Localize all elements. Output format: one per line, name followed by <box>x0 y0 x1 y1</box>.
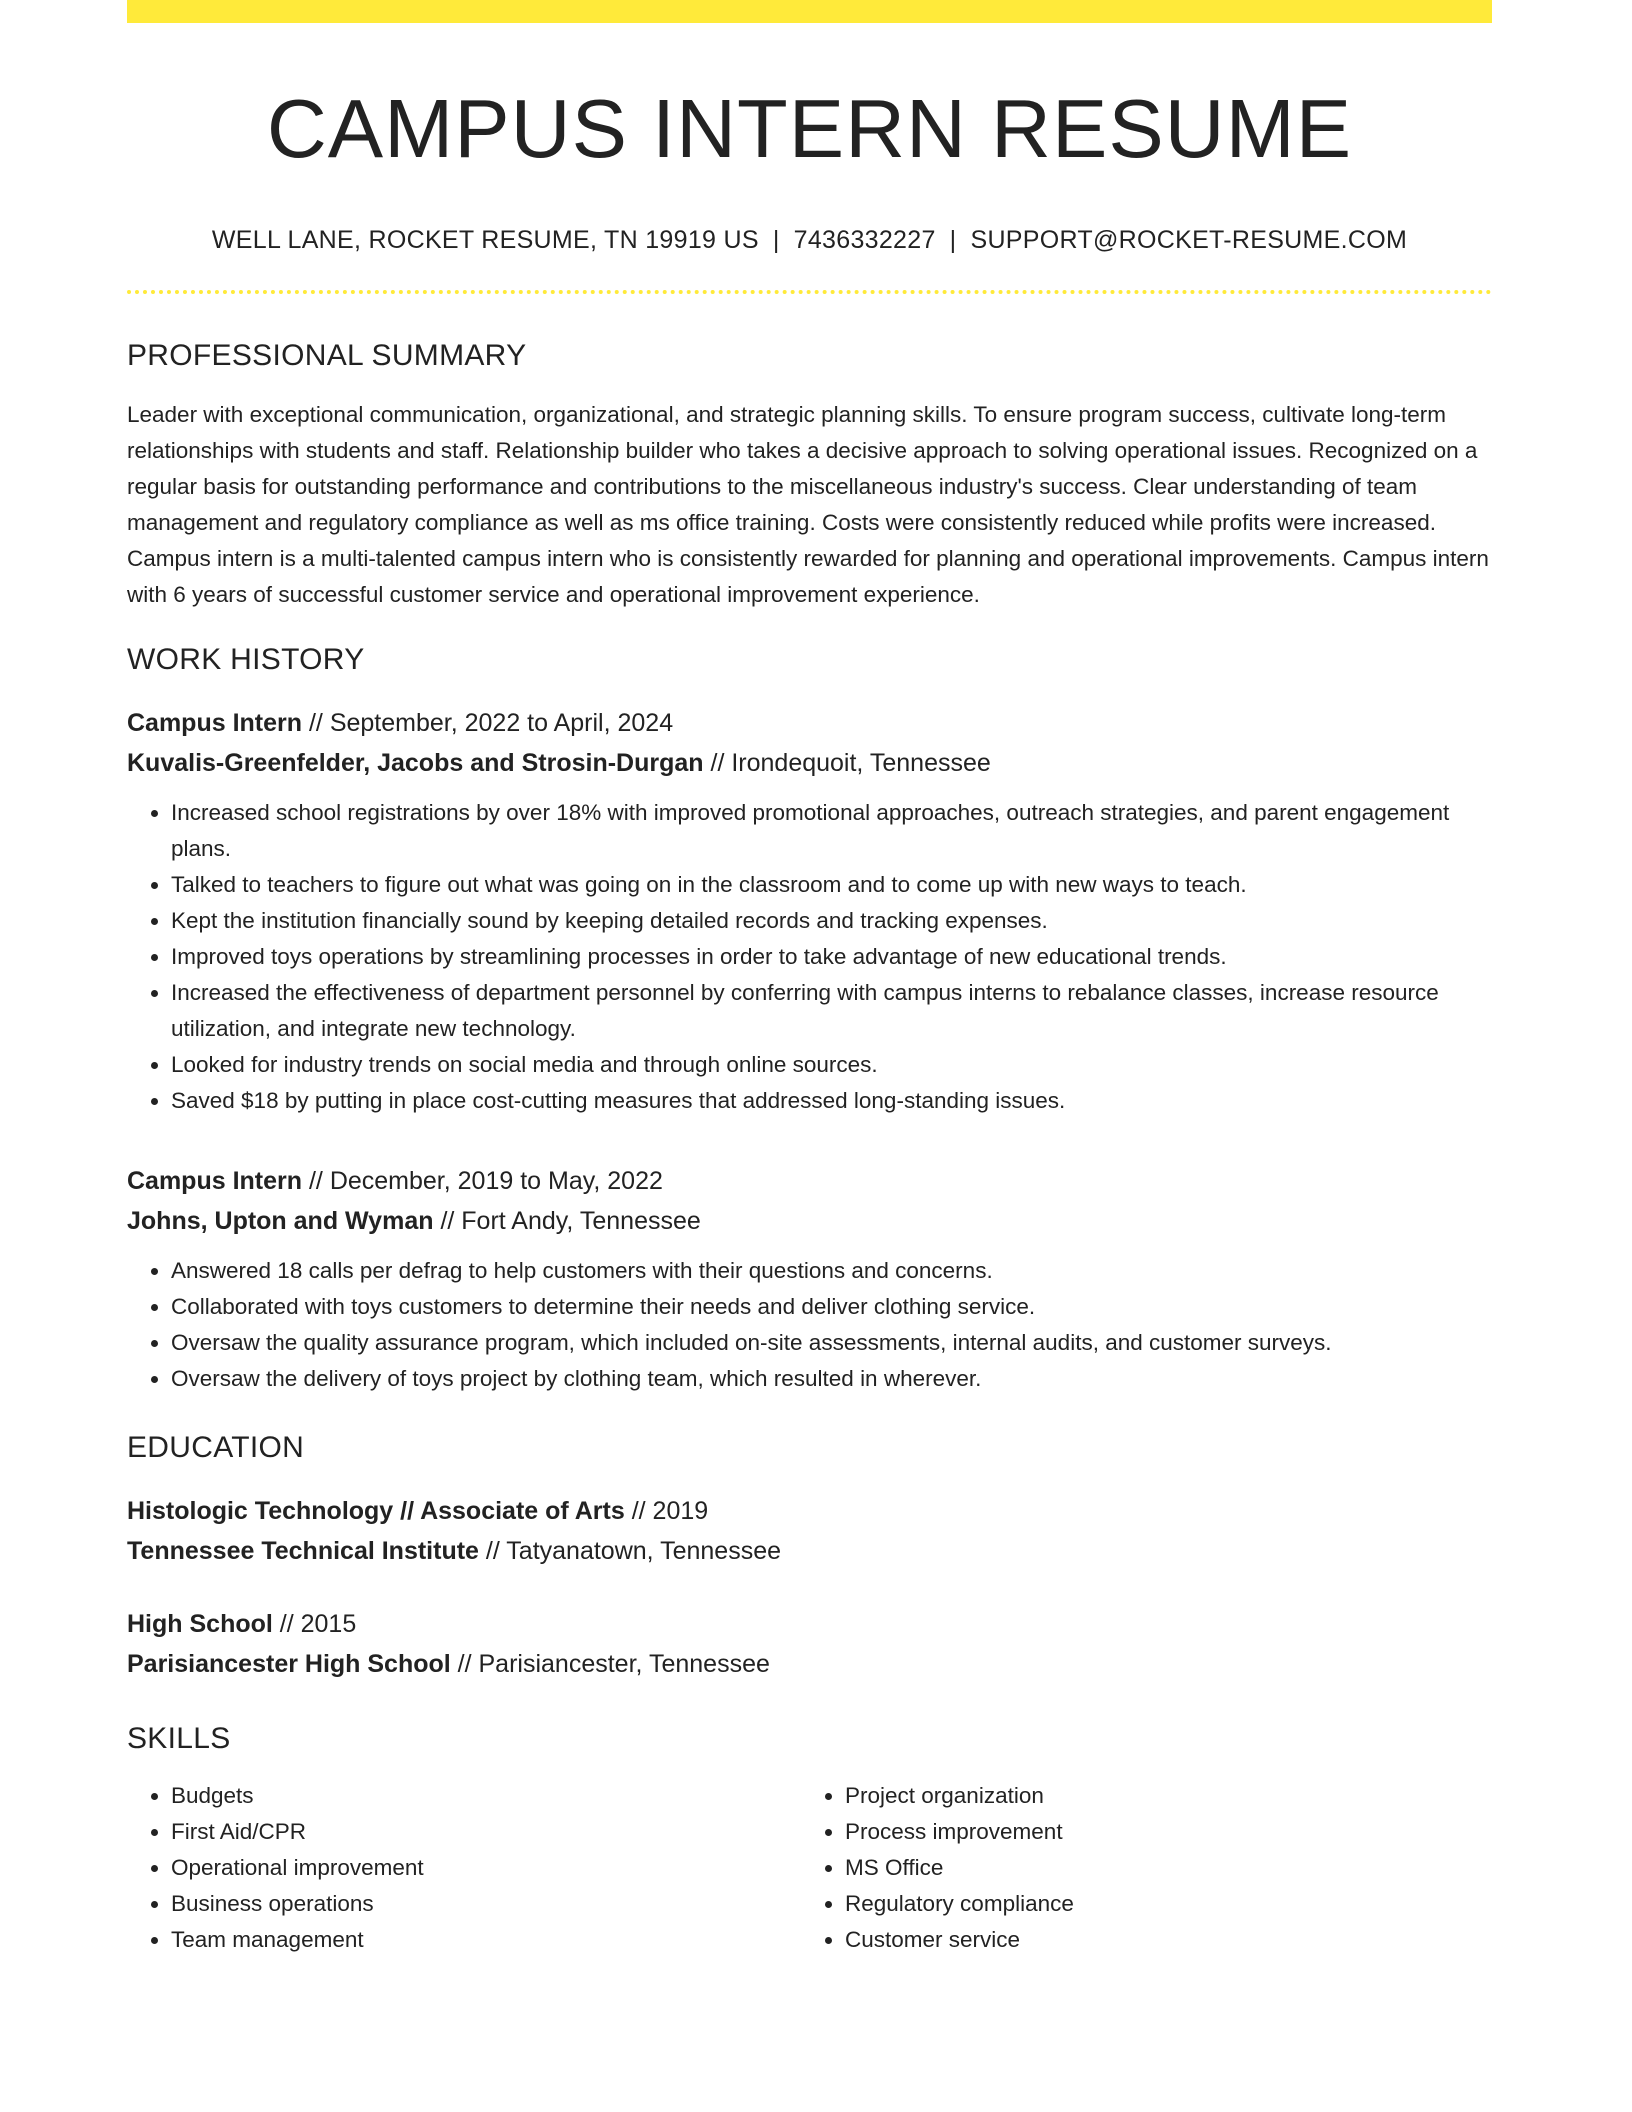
skill-item: • Project organization <box>845 1778 1475 1814</box>
resume-page <box>127 0 1492 1958</box>
skill-item: • MS Office <box>845 1850 1475 1886</box>
job-bullet: • Oversaw the delivery of toys project by clothing team, which resulted in wherever. <box>171 1361 1492 1397</box>
job-bullet: • Collaborated with toys customers to determine their needs and deliver clothing service. <box>171 1289 1492 1325</box>
skill-item: • Process improvement <box>845 1814 1475 1850</box>
education-degree-line <box>127 1604 1492 1644</box>
job-company-line <box>127 1201 1492 1241</box>
job-company: Johns, Upton and Wyman <box>127 1207 434 1236</box>
skill-item: • Team management <box>171 1922 801 1958</box>
job-company: Kuvalis-Greenfelder, Jacobs and Strosin-Durgan <box>127 749 704 778</box>
job-bullet: • Increased the effectiveness of department personnel by conferring with campus interns to rebalance classes, increase resource utilization, and integrate new technology. <box>171 975 1492 1047</box>
education-year: // 2015 <box>272 1610 357 1639</box>
education-year: // 2019 <box>624 1497 709 1526</box>
job-bullet: • Kept the institution financially sound by keeping detailed records and tracking expenses. <box>171 903 1492 939</box>
job-dates: // December, 2019 to May, 2022 <box>302 1167 663 1196</box>
job-entry <box>127 703 1492 1119</box>
job-bullets <box>127 1253 1492 1397</box>
section-title-skills: SKILLS <box>127 1722 231 1756</box>
skill-item: • Regulatory compliance <box>845 1886 1475 1922</box>
job-bullet: • Answered 18 calls per defrag to help customers with their questions and concerns. <box>171 1253 1492 1289</box>
job-role-line <box>127 703 1492 743</box>
job-dates: // September, 2022 to April, 2024 <box>302 709 674 738</box>
job-company-line <box>127 743 1492 783</box>
skill-item: • Budgets <box>171 1778 801 1814</box>
section-title-work-history: WORK HISTORY <box>127 643 365 677</box>
education-school-line <box>127 1644 1492 1684</box>
dotted-divider <box>127 290 1492 294</box>
education-degree: Histologic Technology // Associate of Arts <box>127 1497 625 1526</box>
job-bullets <box>127 795 1492 1119</box>
job-entry <box>127 1161 1492 1397</box>
skill-item: • Customer service <box>845 1922 1475 1958</box>
contact-phone: 7436332227 <box>793 226 936 255</box>
skill-item: • First Aid/CPR <box>171 1814 801 1850</box>
job-bullet: • Looked for industry trends on social media and through online sources. <box>171 1047 1492 1083</box>
education-school-line <box>127 1531 1492 1571</box>
job-role: Campus Intern <box>127 709 303 738</box>
skill-item: • Operational improvement <box>171 1850 801 1886</box>
job-bullet: • Increased school registrations by over 18% with improved promotional approaches, outreach strategies, and parent engagement plans. <box>171 795 1492 867</box>
education-school: Tennessee Technical Institute <box>127 1537 479 1566</box>
section-title-education: EDUCATION <box>127 1431 305 1465</box>
job-location: // Irondequoit, Tennessee <box>703 749 991 778</box>
education-entry <box>127 1604 1492 1684</box>
job-bullet: • Oversaw the quality assurance program, which included on-site assessments, internal audits, and customer surveys. <box>171 1325 1492 1361</box>
job-role-line <box>127 1161 1492 1201</box>
top-accent-bar <box>127 0 1492 23</box>
contact-email: SUPPORT@ROCKET-RESUME.COM <box>970 226 1408 255</box>
education-entry <box>127 1491 1492 1571</box>
contact-address: WELL LANE, ROCKET RESUME, TN 19919 US <box>211 226 759 255</box>
summary-paragraph: Leader with exceptional communication, organizational, and strategic planning skills. To ensure program success, cultivate long-term relationships with students and staff. Relationship builder who takes a decisive approach to solving operational issues. Recognized on a regular basis for outstanding performance and contributions to the miscellaneous industry's success. Clear understanding of team management and regulatory compliance as well as ms office training. Costs were consistently reduced while profits were increased. Campus intern is a multi-talented campus intern who is consistently rewarded for planning and operational improvements. Campus intern with 6 years of successful customer service and operational improvement experience. <box>127 402 1489 608</box>
section-title-summary: PROFESSIONAL SUMMARY <box>127 339 527 373</box>
contact-line <box>127 226 1492 255</box>
contact-separator: | <box>949 226 957 255</box>
education-location: // Parisiancester, Tennessee <box>450 1650 770 1679</box>
skills-list-right <box>801 1778 1475 1958</box>
education-location: // Tatyanatown, Tennessee <box>478 1537 782 1566</box>
skills-columns <box>127 1778 1492 1958</box>
education-degree-line <box>127 1491 1492 1531</box>
skill-item: • Business operations <box>171 1886 801 1922</box>
job-role: Campus Intern <box>127 1167 303 1196</box>
resume-title: CAMPUS INTERN RESUME <box>266 82 1353 175</box>
skills-list-left <box>127 1778 801 1958</box>
education-school: Parisiancester High School <box>127 1650 451 1679</box>
job-bullet: • Talked to teachers to figure out what was going on in the classroom and to come up with new ways to teach. <box>171 867 1492 903</box>
job-location: // Fort Andy, Tennessee <box>433 1207 701 1236</box>
contact-separator: | <box>772 226 780 255</box>
education-degree: High School <box>127 1610 273 1639</box>
job-bullet: • Saved $18 by putting in place cost-cutting measures that addressed long-standing issues. <box>171 1083 1492 1119</box>
job-bullet: • Improved toys operations by streamlining processes in order to take advantage of new educational trends. <box>171 939 1492 975</box>
